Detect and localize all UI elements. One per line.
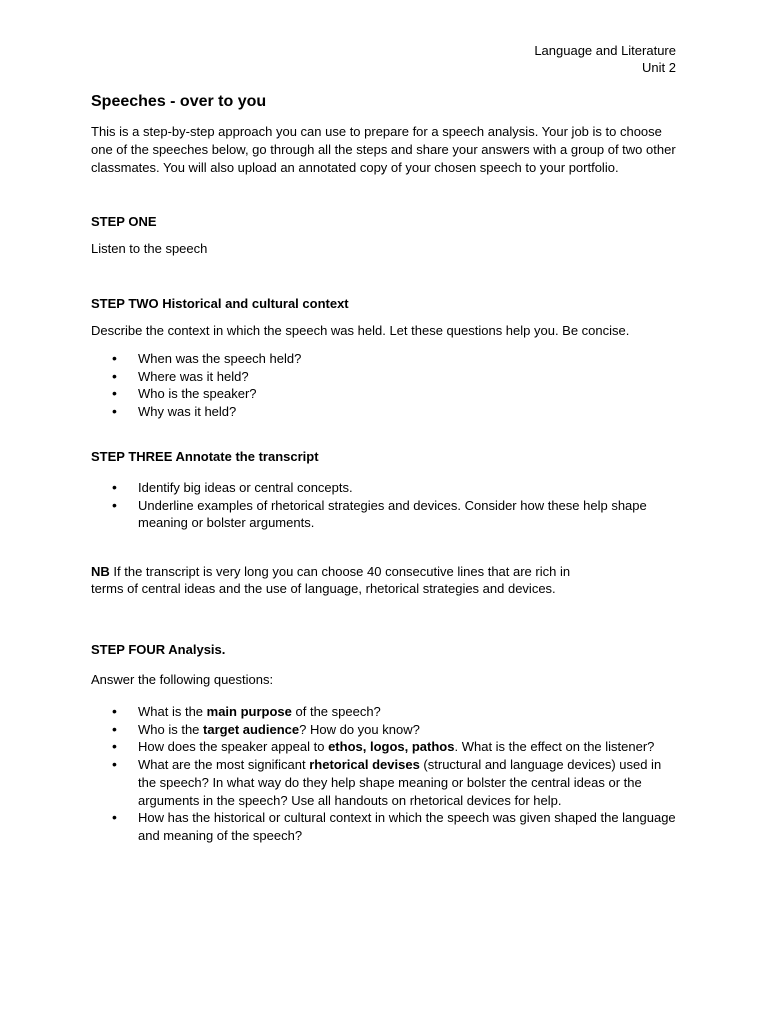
page-header (534, 42, 676, 76)
list-item: • Who is the speaker? (91, 385, 681, 403)
list-item: • Underline examples of rhetorical strategies and devices. Consider how these help shape meaning or bolster arguments. (91, 497, 681, 532)
list-item: • What is the main purpose of the speech? (91, 703, 681, 721)
step-one-heading: STEP ONE (91, 214, 157, 229)
step-two-list (91, 350, 681, 421)
nb-text-continued: terms of central ideas and the use of language, rhetorical strategies and devices. (91, 581, 556, 596)
list-item: • What are the most significant rhetorical devises (structural and language devices) used in the speech? In what way do they help shape meaning or bolster the central ideas or the arguments in the speech? Use all handouts on rhetorical devices for help. (91, 756, 681, 809)
step-four-text: Answer the following questions: (91, 672, 274, 687)
intro-paragraph: This is a step-by-step approach you can use to prepare for a speech analysis. Your job is to choose one of the speeches below, go through all the steps and share your answers with a group of two other classmates. You will also upload an annotated copy of your chosen speech to your portfolio. (91, 124, 676, 175)
step-four-heading: STEP FOUR Analysis. (91, 642, 226, 657)
step-three-list (91, 479, 681, 532)
list-item: • When was the speech held? (91, 350, 681, 368)
emphasis: target audience (203, 721, 300, 737)
course-name: Language and Literature (534, 43, 676, 58)
nb-label: NB (91, 564, 110, 579)
list-item: • Who is the target audience? How do you know? (91, 721, 681, 739)
unit-label: Unit 2 (642, 60, 676, 75)
emphasis: ethos, logos, pathos (328, 739, 455, 755)
step-two-text: Describe the context in which the speech was held. Let these questions help you. Be concise. (91, 323, 630, 338)
nb-text: If the transcript is very long you can choose 40 consecutive lines that are rich in (109, 564, 571, 579)
page-title: Speeches - over to you (91, 93, 267, 110)
step-four-list (91, 703, 681, 845)
list-item: • Why was it held? (91, 403, 681, 421)
list-item: • How has the historical or cultural context in which the speech was given shaped the language and meaning of the speech? (91, 809, 681, 844)
step-three-heading: STEP THREE Annotate the transcript (91, 449, 319, 464)
step-two-heading: STEP TWO Historical and cultural context (91, 296, 349, 311)
step-one-text: Listen to the speech (91, 241, 208, 256)
list-item: • How does the speaker appeal to ethos, logos, pathos. What is the effect on the listener? (91, 738, 681, 756)
list-item: • Identify big ideas or central concepts. (91, 479, 681, 497)
emphasis: main purpose (206, 704, 292, 719)
list-item: • Where was it held? (91, 368, 681, 386)
nb-note (91, 563, 681, 597)
emphasis: rhetorical devises (309, 757, 420, 773)
